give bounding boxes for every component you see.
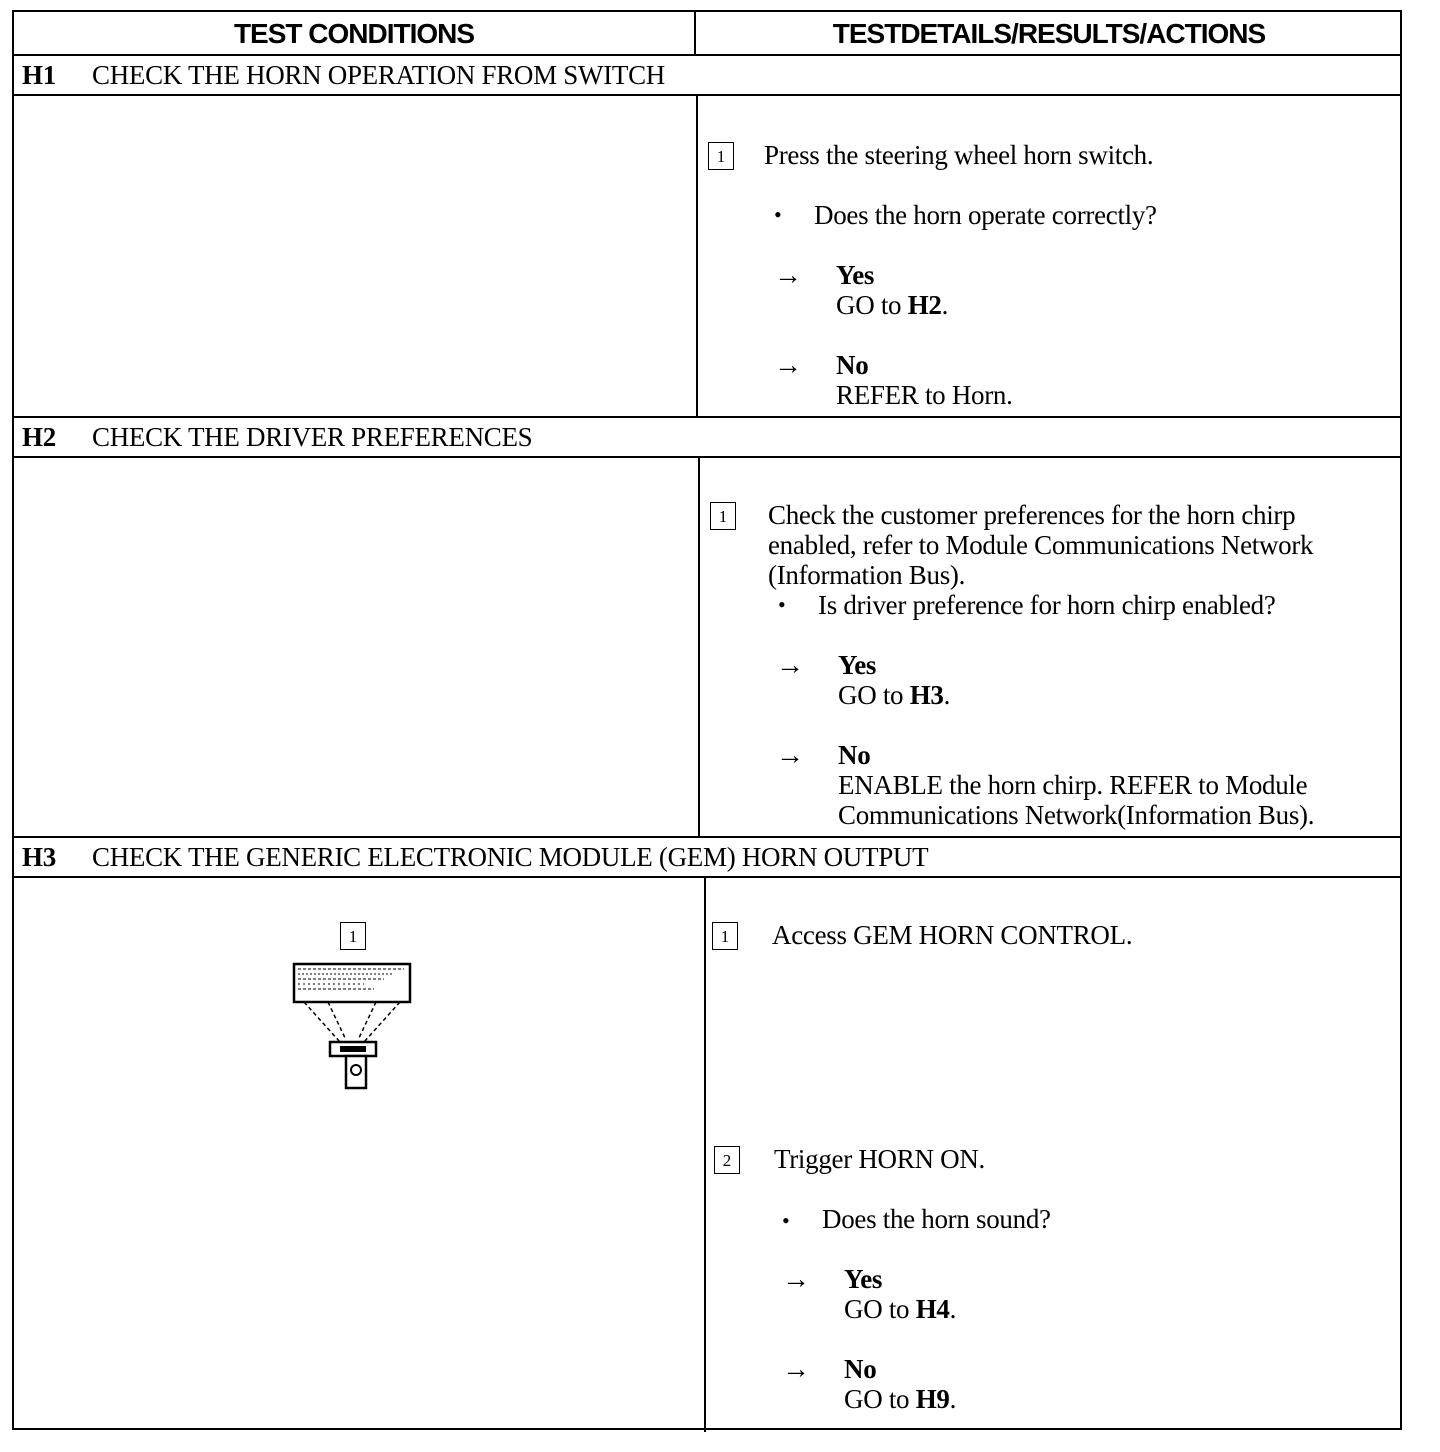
h3-code: H3	[22, 842, 56, 872]
h3-step2-text: Trigger HORN ON.	[774, 1144, 985, 1174]
h1-bottom-rule	[14, 416, 1400, 418]
h1-yes-target: H2	[907, 290, 942, 320]
header-test-details: TESTDETAILS/RESULTS/ACTIONS	[832, 18, 1266, 49]
h2-no-label: No	[838, 740, 871, 770]
h2-title: CHECK THE DRIVER PREFERENCES	[92, 422, 533, 452]
h2-no-arrow: →	[776, 740, 804, 771]
h3-divider	[704, 876, 706, 1432]
h2-step1-line2: enabled, refer to Module Communications Network	[768, 530, 1314, 560]
h2-yes-target: H3	[909, 680, 944, 710]
h2-yes-prefix: GO to	[838, 680, 910, 710]
h2-yes-action	[838, 680, 950, 710]
h3-question: Does the horn sound?	[822, 1204, 1051, 1234]
h1-yes-label: Yes	[836, 260, 875, 290]
h3-no-target: H9	[915, 1384, 950, 1414]
h2-question: Is driver preference for horn chirp enabled?	[818, 590, 1276, 620]
h1-code: H1	[22, 60, 56, 90]
h1-no-label: No	[836, 350, 869, 380]
h1-title: CHECK THE HORN OPERATION FROM SWITCH	[92, 60, 665, 90]
h3-no-prefix: GO to	[844, 1384, 916, 1414]
h3-step2-box: 2	[714, 1146, 740, 1174]
h1-divider	[696, 94, 698, 416]
h2-code: H2	[22, 422, 56, 452]
h2-divider	[698, 456, 700, 836]
h3-no-arrow: →	[782, 1354, 810, 1385]
h3-title: CHECK THE GENERIC ELECTRONIC MODULE (GEM) HORN OUTPUT	[92, 842, 929, 872]
h3-yes-suffix: .	[949, 1294, 957, 1324]
h2-yes-suffix: .	[943, 680, 951, 710]
h3-bullet: •	[782, 1208, 790, 1233]
h2-step1-box: 1	[710, 502, 736, 530]
h1-step1-box: 1	[708, 142, 734, 170]
h1-yes-suffix: .	[941, 290, 949, 320]
h1-no-action: REFER to Horn.	[836, 380, 1013, 410]
h3-step1-box: 1	[712, 922, 738, 950]
h1-bullet: •	[774, 202, 782, 227]
h3-illustration-step-box: 1	[340, 922, 366, 950]
h1-question: Does the horn operate correctly?	[814, 200, 1157, 230]
h2-step1-line3: (Information Bus).	[768, 560, 966, 590]
h3-yes-action	[844, 1294, 956, 1324]
h3-yes-arrow: →	[782, 1264, 810, 1295]
header-divider	[694, 12, 696, 54]
h2-no-line2: Communications Network(Information Bus).	[838, 800, 1315, 830]
h2-step1-line1: Check the customer preferences for the horn chirp	[768, 500, 1296, 530]
h3-yes-prefix: GO to	[844, 1294, 916, 1324]
h3-no-action	[844, 1384, 956, 1414]
h1-yes-action	[836, 290, 948, 320]
h1-yes-arrow: →	[774, 260, 802, 291]
h3-yes-target: H4	[915, 1294, 950, 1324]
header-test-conditions: TEST CONDITIONS	[233, 18, 475, 49]
h3-step1-text: Access GEM HORN CONTROL.	[772, 920, 1133, 950]
h3-yes-label: Yes	[844, 1264, 883, 1294]
h1-step1-text: Press the steering wheel horn switch.	[764, 140, 1154, 170]
h2-bottom-rule	[14, 836, 1400, 838]
h1-section-title	[22, 60, 665, 91]
h2-title-rule	[14, 456, 1400, 458]
h3-no-label: No	[844, 1354, 877, 1384]
h3-no-suffix: .	[949, 1384, 957, 1414]
header-rule	[14, 54, 1400, 56]
h2-section-title	[22, 422, 532, 453]
h1-no-arrow: →	[774, 350, 802, 381]
h1-title-rule	[14, 94, 1400, 96]
h3-title-rule	[14, 876, 1400, 878]
h3-section-title	[22, 842, 928, 873]
h2-yes-arrow: →	[776, 650, 804, 681]
h2-no-line1: ENABLE the horn chirp. REFER to Module	[838, 770, 1308, 800]
scan-tool-icon	[284, 958, 424, 1094]
h1-yes-prefix: GO to	[836, 290, 908, 320]
h2-yes-label: Yes	[838, 650, 877, 680]
diagnostic-table	[12, 10, 1402, 1430]
h2-bullet: •	[778, 592, 786, 617]
